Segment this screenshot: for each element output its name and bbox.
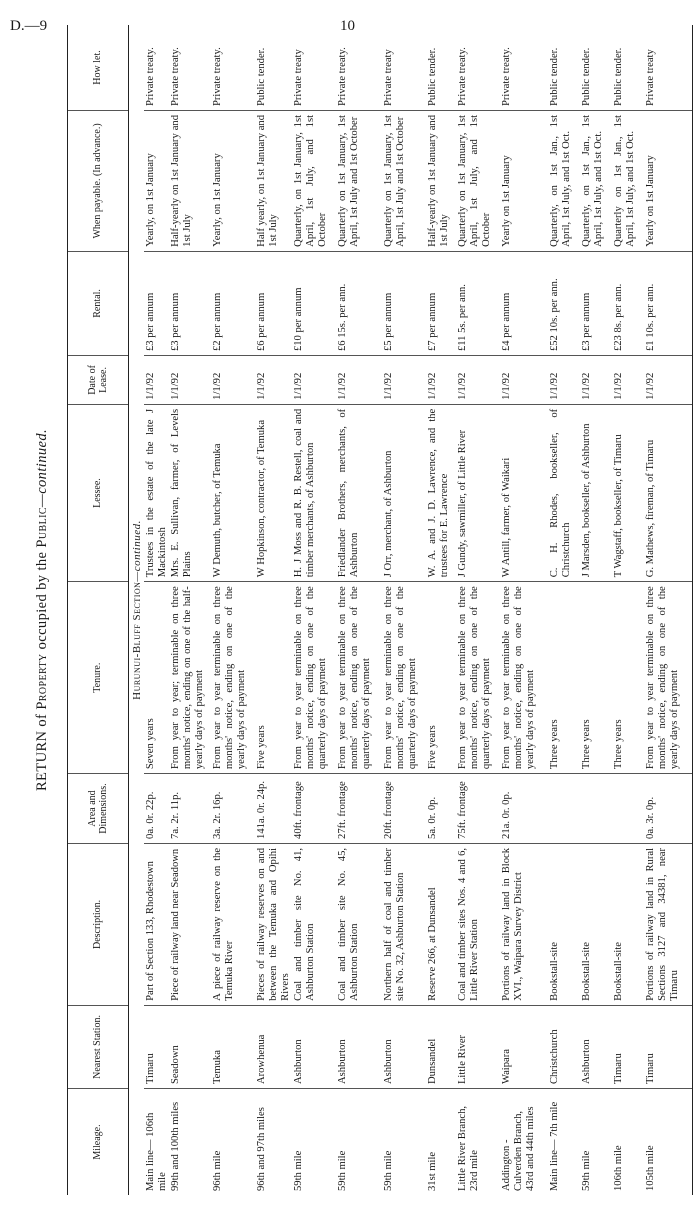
cell-how-let: Public tender. <box>548 25 580 110</box>
cell-mileage: 105th mile <box>644 1089 692 1195</box>
cell-lessee: Mrs. E. Sullivan, farmer, of Levels Plains <box>169 404 211 581</box>
cell-area: 40ft. frontage <box>292 774 336 844</box>
section-name: Hurunui-Bluff Section <box>131 581 143 700</box>
table-row <box>456 25 500 1195</box>
cell-area: 20ft. frontage <box>382 774 426 844</box>
cell-tenure: Three years <box>548 582 580 774</box>
title-prefix: RETURN of <box>34 713 50 792</box>
cell-rental: £3 per annum <box>144 251 169 355</box>
cell-rental: £52 10s. per ann. <box>548 251 580 355</box>
cell-tenure: From year to year terminable on three months' notice, ending on one of the quarterly days of payment <box>382 582 426 774</box>
cell-description: Coal and timber site No. 41, Ashburton Station <box>292 843 336 1005</box>
cell-lessee: T Wagstaff, bookseller, of Timaru <box>612 404 644 581</box>
cell-nearest-station: Arowhenua <box>255 1005 292 1088</box>
cell-nearest-station: Ashburton <box>336 1005 382 1088</box>
table-row <box>336 25 382 1195</box>
cell-mileage: Little River Branch, 23rd mile <box>457 1105 481 1191</box>
cell-how-let: Private treaty. <box>336 25 382 110</box>
col-header-date-of-lease: Date of Lease. <box>68 356 129 405</box>
cell-nearest-station: Timaru <box>144 1005 169 1088</box>
table-row <box>382 25 426 1195</box>
cell-nearest-station: Christchurch <box>548 1005 580 1088</box>
cell-mileage: 59th mile <box>383 1150 395 1191</box>
cell-date-of-lease: 1/1/92 <box>292 356 336 405</box>
table-row <box>644 25 692 1195</box>
cell-when-payable: Half-yearly on 1st January and 1st July <box>426 110 456 251</box>
cell-tenure: Seven years <box>144 582 169 774</box>
cell-lessee: G. Mathews, fireman, of Timaru <box>644 404 692 581</box>
cell-when-payable: Yearly, on 1st January <box>211 110 255 251</box>
header-row <box>68 25 129 1195</box>
cell-mileage: 59th mile <box>337 1150 349 1191</box>
cell-description: Portions of railway land in Rural Sections 3127 and 34381, near Timaru <box>644 843 692 1005</box>
cell-how-let: Public tender. <box>580 25 612 110</box>
cell-description: A piece of railway reserve on the Temuka River <box>211 843 255 1005</box>
cell-date-of-lease: 1/1/92 <box>169 356 211 405</box>
cell-rental: £1 10s. per ann. <box>644 251 692 355</box>
cell-date-of-lease: 1/1/92 <box>548 356 580 405</box>
cell-when-payable: Quarterly, on 1st Jan., 1st April, 1st July, and 1st Oct. <box>548 110 580 251</box>
table-row <box>144 25 169 1195</box>
col-header-nearest-station: Nearest Station. <box>68 1005 129 1088</box>
cell-description: Bookstall-site <box>580 843 612 1005</box>
table-row <box>548 25 580 1195</box>
section-heading <box>129 25 145 1195</box>
cell-lessee: W Hopkinson, contractor, of Temuka <box>255 404 292 581</box>
cell-nearest-station: Timaru <box>612 1005 644 1088</box>
cell-description: Pieces of railway reserves on and between the Temuka and Opihi Rivers <box>255 843 292 1005</box>
cell-date-of-lease: 1/1/92 <box>382 356 426 405</box>
cell-mileage: 99th and 100th miles <box>170 1101 182 1191</box>
cell-area: 0a. 0r. 22p. <box>144 774 169 844</box>
cell-date-of-lease: 1/1/92 <box>612 356 644 405</box>
title-middle: occupied by the <box>34 551 50 650</box>
section-suffix: —continued. <box>131 520 143 582</box>
cell-area: 3a. 2r. 16p. <box>211 774 255 844</box>
cell-description: Bookstall-site <box>548 843 580 1005</box>
col-header-when-payable: When payable. (In advance.) <box>68 110 129 251</box>
col-header-description: Description. <box>68 843 129 1005</box>
col-header-mileage: Mileage. <box>68 1089 129 1195</box>
table-row <box>426 25 456 1195</box>
title-property: Property <box>34 653 50 710</box>
cell-tenure: From year to year terminable on three months' notice, ending on one of the yearly days of payment <box>644 582 692 774</box>
cell-description: Reserve 266, at Dunsandel <box>426 843 456 1005</box>
cell-lessee: Trustees in the estate of the late J Mackintosh <box>144 404 169 581</box>
cell-lessee: C. H. Rhodes, bookseller, of Christchurch <box>548 404 580 581</box>
cell-area: 5a. 0r. 0p. <box>426 774 456 844</box>
cell-when-payable: Yearly on 1st January <box>644 110 692 251</box>
cell-lessee: Friedlander Brothers, merchants, of Ashburton <box>336 404 382 581</box>
cell-mileage: 106th mile <box>613 1145 625 1191</box>
cell-date-of-lease: 1/1/92 <box>456 356 500 405</box>
cell-nearest-station: Ashburton <box>382 1005 426 1088</box>
cell-when-payable: Quarterly on 1st Jan., 1st April, 1st July, and 1st Oct. <box>612 110 644 251</box>
title-public: Public <box>34 507 50 548</box>
cell-area: 7a. 2r. 11p. <box>169 774 211 844</box>
cell-mileage: Addington - Culverden Branch, 43rd and 44th miles <box>501 1106 537 1191</box>
cell-how-let: Public tender. <box>612 25 644 110</box>
cell-nearest-station: Timaru <box>644 1005 692 1088</box>
cell-lessee: J Orr, merchant, of Ashburton <box>382 404 426 581</box>
title-suffix: —continued. <box>34 428 50 508</box>
cell-lessee: J Marsden, bookseller, of Ashburton <box>580 404 612 581</box>
cell-date-of-lease: 1/1/92 <box>144 356 169 405</box>
cell-description: Coal and timber sites Nos. 4 and 6, Little River Station <box>456 843 500 1005</box>
cell-rental: £3 per annum <box>169 251 211 355</box>
cell-area <box>580 774 612 844</box>
cell-lessee: W Demuth, butcher, of Temuka <box>211 404 255 581</box>
table-row <box>580 25 612 1195</box>
rotated-table-page <box>25 25 681 1195</box>
cell-mileage: 96th and 97th miles <box>256 1107 268 1191</box>
cell-description: Piece of railway land near Seadown <box>169 843 211 1005</box>
cell-lessee: H. J Moss and R. B. Restell, coal and timber merchants, of Ashburton <box>292 404 336 581</box>
cell-rental: £10 per annum <box>292 251 336 355</box>
table-row <box>612 25 644 1195</box>
cell-mileage: 96th mile <box>212 1150 224 1191</box>
cell-area: 21a. 0r. 0p. <box>500 774 548 844</box>
cell-description: Portions of railway land in Block XVI., Waipara Survey District <box>500 843 548 1005</box>
cell-nearest-station: Dunsandel <box>426 1005 456 1088</box>
col-header-lessee: Lessee. <box>68 404 129 581</box>
cell-rental: £2 per annum <box>211 251 255 355</box>
cell-when-payable: Quarterly on 1st January, 1st April, 1st July, and 1st October <box>456 110 500 251</box>
cell-mileage: 59th mile <box>581 1150 593 1191</box>
cell-rental: £5 per annum <box>382 251 426 355</box>
cell-when-payable: Quarterly on 1st January, 1st April, 1st July and 1st October <box>382 110 426 251</box>
cell-description: Coal and timber site No. 45, Ashburton Station <box>336 843 382 1005</box>
cell-how-let: Public tender. <box>426 25 456 110</box>
cell-how-let: Private treaty. <box>456 25 500 110</box>
cell-tenure: From year to year terminable on three months' notice, ending on one of the yearly days of payment <box>500 582 548 774</box>
cell-tenure: From year to year terminable on three months' notice, ending on one of the quarterly days of payment <box>292 582 336 774</box>
page-number: 10 <box>340 18 355 34</box>
col-header-area: Area and Dimensions. <box>68 774 129 844</box>
col-header-rental: Rental. <box>68 251 129 355</box>
cell-nearest-station: Little River <box>456 1005 500 1088</box>
cell-when-payable: Half-yearly on 1st January and 1st July <box>169 110 211 251</box>
cell-rental: £11 5s. per ann. <box>456 251 500 355</box>
cell-mileage: Main line— 106th mile <box>145 1112 169 1191</box>
cell-rental: £3 per annum <box>580 251 612 355</box>
cell-nearest-station: Temuka <box>211 1005 255 1088</box>
cell-how-let: Public tender. <box>255 25 292 110</box>
cell-area: 27ft. frontage <box>336 774 382 844</box>
cell-how-let: Private treaty. <box>169 25 211 110</box>
cell-tenure: From year to year; terminable on three months' notice, ending on one of the half-yearly days of payment <box>169 582 211 774</box>
cell-area <box>612 774 644 844</box>
cell-area <box>548 774 580 844</box>
cell-rental: £6 per annum <box>255 251 292 355</box>
cell-lessee: W. A. and J. D. Lawrence, and the trustees for E. Lawrence <box>426 404 456 581</box>
cell-rental: £6 15s. per ann. <box>336 251 382 355</box>
cell-area: 75ft. frontage <box>456 774 500 844</box>
table-row <box>500 25 548 1195</box>
col-header-how-let: How let. <box>68 25 129 110</box>
cell-nearest-station: Waipara <box>500 1005 548 1088</box>
cell-how-let: Private treaty. <box>500 25 548 110</box>
cell-description: Part of Section 133, Rhodestown <box>144 843 169 1005</box>
cell-date-of-lease: 1/1/92 <box>426 356 456 405</box>
cell-when-payable: Yearly on 1st January <box>500 110 548 251</box>
cell-tenure: From year to year terminable on three months' notice, ending on one of the yearly days of payment <box>211 582 255 774</box>
cell-rental: £4 per annum <box>500 251 548 355</box>
cell-date-of-lease: 1/1/92 <box>644 356 692 405</box>
cell-date-of-lease: 1/1/92 <box>336 356 382 405</box>
cell-date-of-lease: 1/1/92 <box>255 356 292 405</box>
cell-how-let: Private treaty <box>644 25 692 110</box>
table-row <box>169 25 211 1195</box>
cell-when-payable: Half yearly, on 1st January and 1st July <box>255 110 292 251</box>
cell-nearest-station: Ashburton <box>292 1005 336 1088</box>
cell-tenure: Five years <box>426 582 456 774</box>
cell-when-payable: Yearly, on 1st January <box>144 110 169 251</box>
table-row <box>255 25 292 1195</box>
cell-nearest-station: Seadown <box>169 1005 211 1088</box>
cell-date-of-lease: 1/1/92 <box>500 356 548 405</box>
cell-area: 141a. 0r. 24p. <box>255 774 292 844</box>
cell-when-payable: Quarterly, on 1st Jan., 1st April, 1st July, and 1st Oct. <box>580 110 612 251</box>
cell-mileage: Main line— 7th mile <box>549 1101 561 1191</box>
cell-area: 0a. 3r. 0p. <box>644 774 692 844</box>
col-header-tenure: Tenure. <box>68 582 129 774</box>
cell-tenure: Three years <box>612 582 644 774</box>
cell-lessee: W Antill, farmer, of Waikari <box>500 404 548 581</box>
cell-date-of-lease: 1/1/92 <box>211 356 255 405</box>
cell-mileage: 59th mile <box>293 1150 305 1191</box>
cell-mileage: 31st mile <box>427 1151 439 1191</box>
cell-how-let: Private treaty. <box>211 25 255 110</box>
cell-tenure: From year to year terminable on three months' notice, ending on one of the quarterly days of payment <box>336 582 382 774</box>
cell-tenure: Three years <box>580 582 612 774</box>
cell-description: Northern half of coal and timber site No. 32, Ashburton Station <box>382 843 426 1005</box>
cell-when-payable: Quarterly, on 1st January, 1st April, 1st July, and 1st October <box>292 110 336 251</box>
cell-rental: £23 8s. per ann. <box>612 251 644 355</box>
cell-rental: £7 per annum <box>426 251 456 355</box>
cell-how-let: Private treaty <box>292 25 336 110</box>
property-return-table <box>67 25 693 1195</box>
cell-tenure: Five years <box>255 582 292 774</box>
cell-date-of-lease: 1/1/92 <box>580 356 612 405</box>
return-title <box>25 25 59 1195</box>
cell-when-payable: Quarterly on 1st January, 1st April, 1st July and 1st October <box>336 110 382 251</box>
cell-how-let: Private treaty <box>382 25 426 110</box>
table-row <box>211 25 255 1195</box>
cell-nearest-station: Ashburton <box>580 1005 612 1088</box>
table-row <box>292 25 336 1195</box>
cell-lessee: J Gundy, sawmiller, of Little River <box>456 404 500 581</box>
cell-how-let: Private treaty. <box>144 25 169 110</box>
cell-tenure: From year to year terminable on three months' notice, ending on one of the quarterly days of payment <box>456 582 500 774</box>
cell-description: Bookstall-site <box>612 843 644 1005</box>
document-code: D.—9 <box>10 18 48 34</box>
section-heading-row <box>129 25 145 1195</box>
